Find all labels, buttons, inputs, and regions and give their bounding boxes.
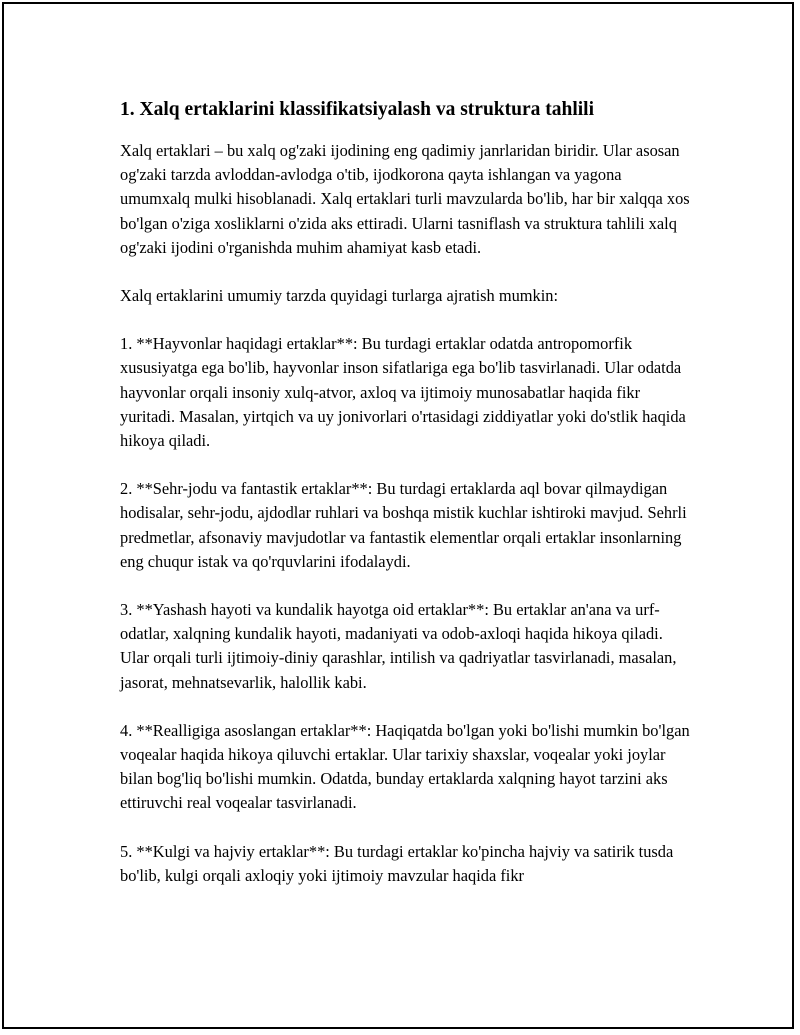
list-item-everyday-tales: 3. **Yashash hayoti va kundalik hayotga oid ertaklar**: Bu ertaklar an'ana va urf-odatlar, xalqning kundalik hayoti, madaniyati va odob-axloqi haqida hikoya qiladi. Ular orqali turli ijtimoiy-diniy qarashlar, intilish va qadriyatlar tasvirlanadi, masalan, jasorat, mehnatsevarlik, halollik kabi. [120, 600, 677, 692]
document-page [2, 2, 794, 1029]
section-title: 1. Xalq ertaklarini klassifikatsiyalash va struktura tahlili [120, 99, 595, 120]
list-item-humorous-tales: 5. **Kulgi va hajviy ertaklar**: Bu turdagi ertaklar ko'pincha hajviy va satirik tusda bo'lib, kulgi orqali axloqiy yoki ijtimoiy mavzular haqida fikr [120, 841, 674, 885]
list-item-magic-tales: 2. **Sehr-jodu va fantastik ertaklar**: Bu turdagi ertaklarda aql bovar qilmaydigan hodisalar, sehr-jodu, ajdodlar ruhlari va boshqa mistik kuchlar ishtiroki mavjud. Sehrli predmetlar, afsonaviy mavjudotlar va fantastik elementlar orqali ertaklar insonlarning eng chuqur istak va qo'rquvlarini ifodalaydi. [120, 479, 687, 571]
types-intro-paragraph: Xalq ertaklarini umumiy tarzda quyidagi turlarga ajratish mumkin: [120, 286, 559, 306]
intro-paragraph: Xalq ertaklari – bu xalq og'zaki ijodining eng qadimiy janrlaridan biridir. Ular asosan og'zaki tarzda avloddan-avlodga o'tib, ijodkorona qayta ishlangan va yagona umumxalq mulki hisoblanadi. Xalq ertaklari turli mavzularda bo'lib, har bir xalqqa xos bo'lgan o'ziga xosliklarni o'zida aks ettiradi. Ularni tasniflash va struktura tahlili xalq og'zaki ijodini o'rganishda muhim ahamiyat kasb etadi. [120, 141, 690, 257]
list-item-animal-tales: 1. **Hayvonlar haqidagi ertaklar**: Bu turdagi ertaklar odatda antropomorfik xususiyatga ega bo'lib, hayvonlar inson sifatlariga ega bo'lib tasvirlanadi. Ular odatda hayvonlar orqali insoniy xulq-atvor, axloq va ijtimoiy munosabatlar haqida fikr yuritadi. Masalan, yirtqich va uy jonivorlari o'rtasidagi ziddiyatlar yoki do'stlik haqida hikoya qiladi. [120, 334, 686, 451]
document-body [120, 98, 694, 912]
list-item-realistic-tales: 4. **Realligiga asoslangan ertaklar**: Haqiqatda bo'lgan yoki bo'lishi mumkin bo'lgan voqealar haqida hikoya qiluvchi ertaklar. Ular tarixiy shaxslar, voqealar yoki joylar bilan bog'liq bo'lishi mumkin. Odatda, bunday ertaklarda xalqning hayot tarzini aks ettiruvchi real voqealar tasvirlanadi. [120, 720, 690, 813]
